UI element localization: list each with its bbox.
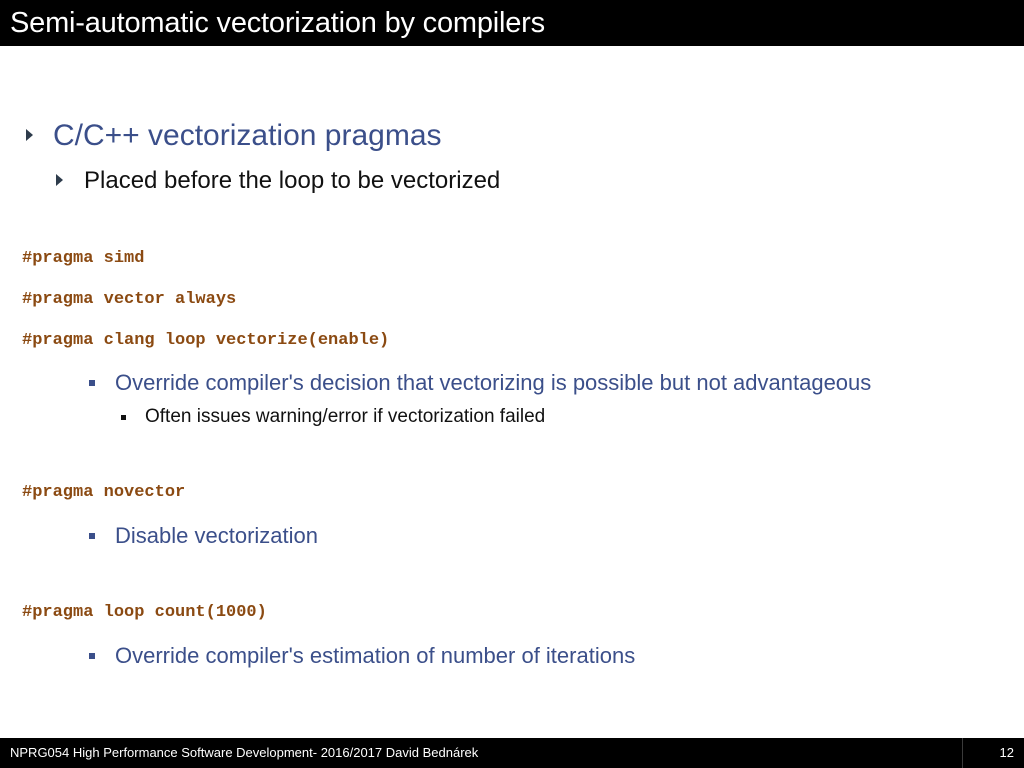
code-line-loop-count: #pragma loop count(1000) (22, 603, 267, 622)
square-bullet-icon (89, 653, 95, 659)
footer-divider (962, 738, 963, 768)
triangle-bullet-icon (26, 129, 33, 141)
code-line-vector-always: #pragma vector always (22, 290, 237, 309)
square-bullet-icon (121, 415, 126, 420)
bullet-override-iterations: Override compiler's estimation of number of iterations (115, 643, 636, 668)
subheading: Placed before the loop to be vectorized (84, 167, 501, 194)
code-line-novector: #pragma novector (22, 483, 186, 502)
page-number: 12 (999, 745, 1014, 760)
square-bullet-icon (89, 380, 95, 386)
footer-text: NPRG054 High Performance Software Development- 2016/2017 David Bednárek (10, 745, 479, 760)
footer-bar (0, 738, 1024, 768)
triangle-bullet-icon (56, 174, 63, 186)
section-heading: C/C++ vectorization pragmas (53, 119, 442, 152)
subbullet-warning: Often issues warning/error if vectorization failed (145, 406, 546, 427)
bullet-disable-vectorization: Disable vectorization (115, 523, 318, 548)
title-bar (0, 0, 1024, 46)
code-line-clang-vectorize: #pragma clang loop vectorize(enable) (22, 331, 390, 350)
bullet-override-decision: Override compiler's decision that vectorizing is possible but not advantageous (115, 370, 872, 395)
slide-title: Semi-automatic vectorization by compilers (10, 7, 545, 39)
square-bullet-icon (89, 533, 95, 539)
code-line-simd: #pragma simd (22, 249, 145, 268)
